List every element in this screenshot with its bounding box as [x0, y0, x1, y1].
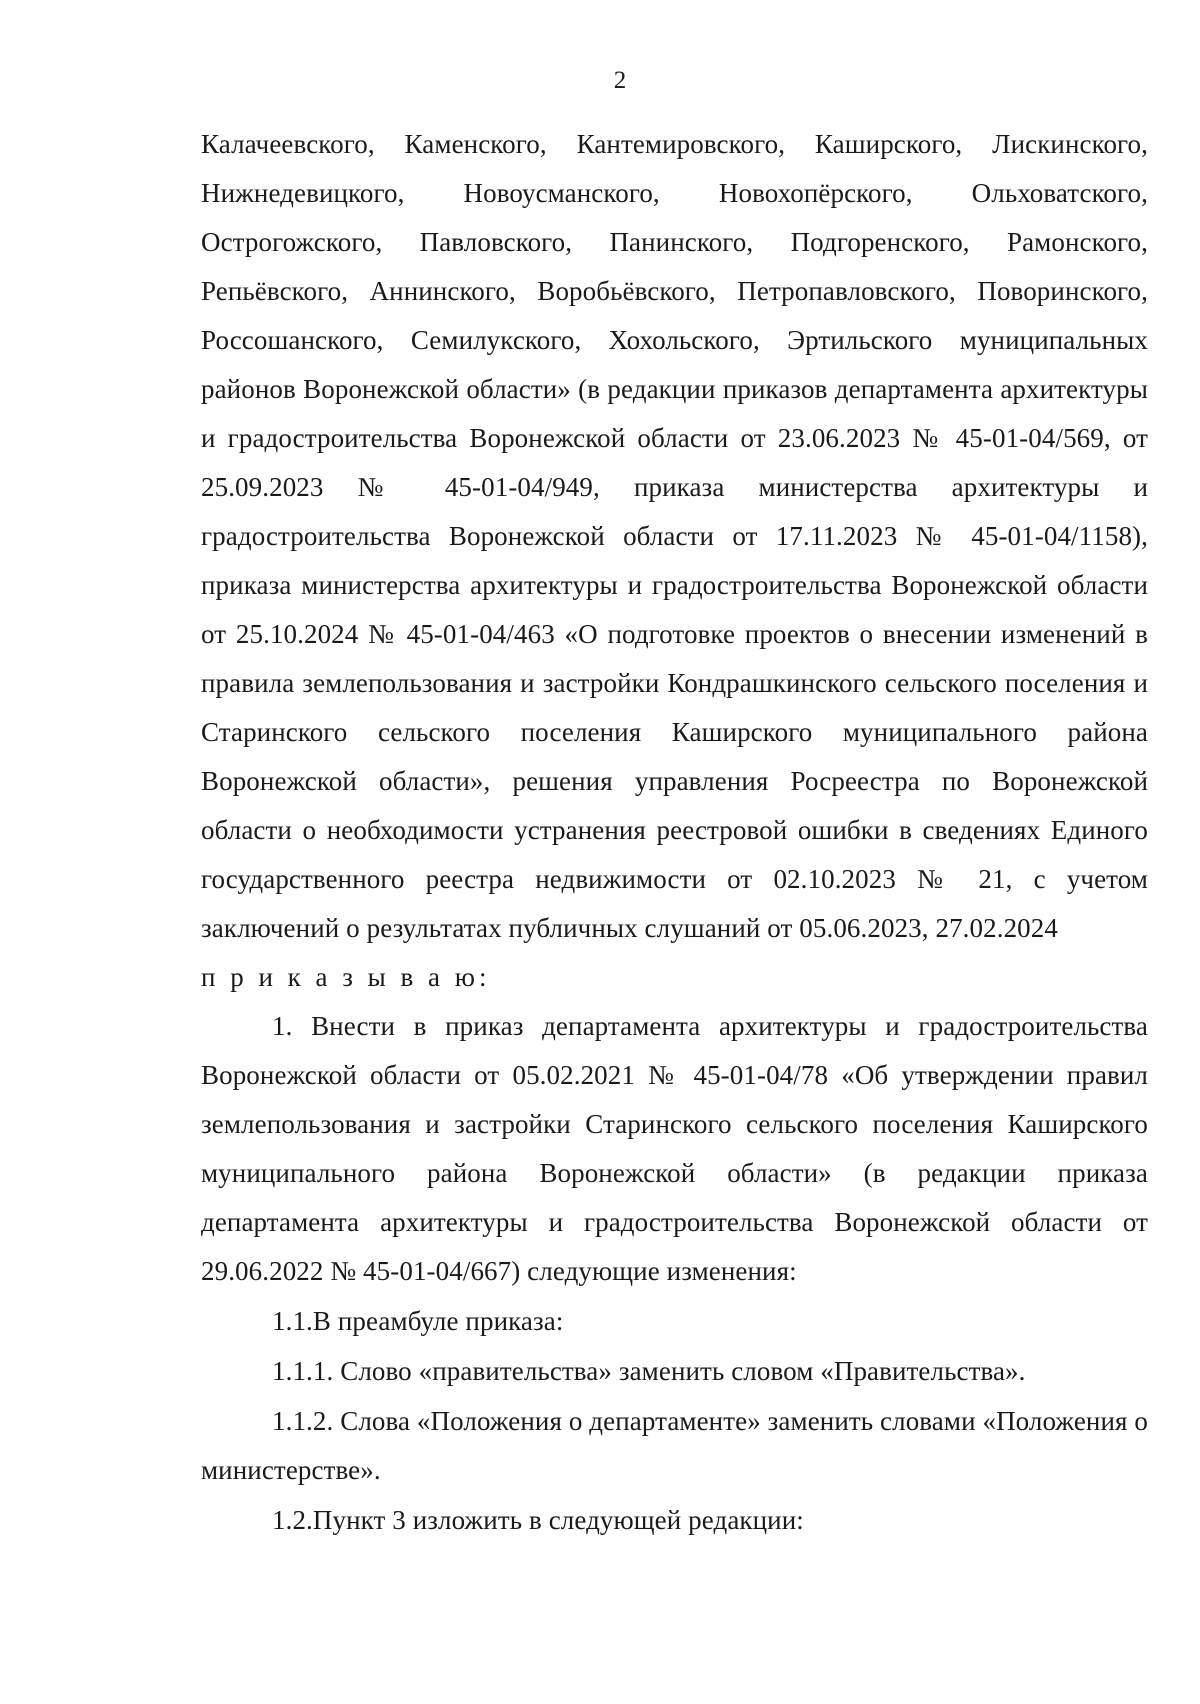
item-text: Слово «правительства» заменить словом «Правительства». [340, 1356, 1026, 1386]
preamble-paragraph: Калачеевского, Каменского, Кантемировского, Каширского, Лискинского, Нижнедевицкого, Новоусманского, Новохопёрского, Ольховатского, Острогожского, Павловского, Панинского, Подгоренского, Рамонского, Репьёвского, Аннинского, Воробьёвского, Петропавловского, Поворинского, Россошанского, Семилукского, Хохольского, Эртильского муниципальных районов Воронежской области» (в редакции приказов департамента архитектуры и градостроительства Воронежской области от 23.06.2023 № 45-01-04/569, от 25.09.2023 № 45-01-04/949, приказа министерства архитектуры и градостроительства Воронежской области от 17.11.2023 № 45-01-04/1158), приказа министерства архитектуры и градостроительства Воронежской области от 25.10.2024 № 45-01-04/463 «О подготовке проектов о внесении изменений в правила землепользования и застройки Кондрашкинского сельского поселения и Старинского сельского поселения Каширского муниципального района Воронежской области», решения управления Росреестра по Воронежской области о необходимости устранения реестровой ошибки в сведениях Единого государственного реестра недвижимости от 02.10.2023 № 21, с учетом заключений о результатах публичных слушаний от 05.06.2023, 27.02.2024 [201, 129, 1148, 943]
item-number: 1.1. [272, 1306, 313, 1336]
item-number: 1.1.1. [272, 1356, 334, 1386]
decree-word: п р и к а з ы в а ю: [201, 962, 491, 992]
item-1-1-2-paragraph [201, 1397, 1148, 1495]
item-text: Слова «Положения о департаменте» заменить словами «Положения о министерстве». [201, 1406, 1148, 1485]
item-1-paragraph: 1. Внести в приказ департамента архитектуры и градостроительства Воронежской области от 05.02.2021 № 45-01-04/78 «Об утверждении правил землепользования и застройки Старинского сельского поселения Каширского муниципального района Воронежской области» (в редакции приказа департамента архитектуры и градостроительства Воронежской области от 29.06.2022 № 45-01-04/667) следующие изменения: [201, 1011, 1148, 1286]
item-1-1-paragraph [201, 1297, 1148, 1346]
item-number: 1.2. [272, 1505, 313, 1535]
item-1-1-1-paragraph [201, 1347, 1148, 1396]
document-body [201, 120, 1148, 1545]
item-text: В преамбуле приказа: [312, 1306, 564, 1336]
page-number: 2 [613, 67, 627, 94]
item-1-2-paragraph [201, 1496, 1148, 1545]
item-text: Пункт 3 изложить в следующей редакции: [312, 1505, 804, 1535]
item-number: 1.1.2. [272, 1406, 334, 1436]
